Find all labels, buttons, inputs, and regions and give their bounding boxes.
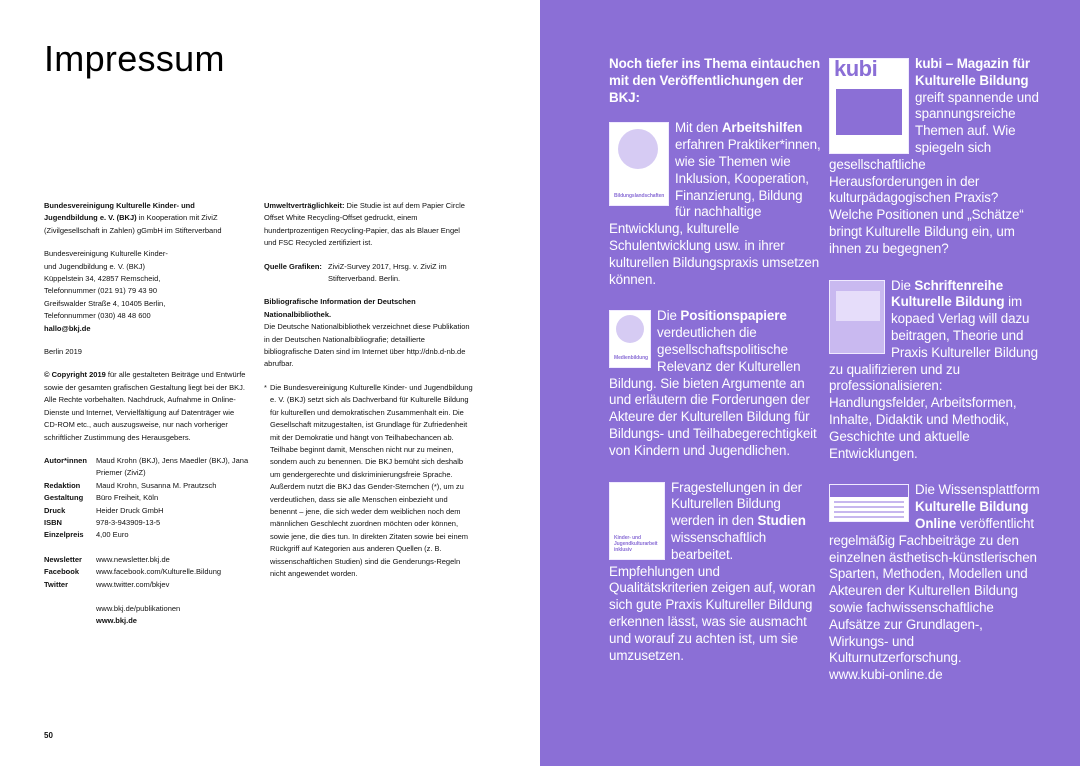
positionspapiere-block: Medienbildung Die Positionspapiere verdeutlichen die gesellschaftspolitische Relevanz der Kulturellen Bildung. Sie bieten Argumente an und erläutern die Forderungen der Akteure der Kulturellen Bildung für Bildungs- und Teilhabegerechtigkeit von Kindern und Jugendlichen. xyxy=(609,308,817,458)
imprint-column-2 xyxy=(264,200,474,580)
right-page xyxy=(540,0,1080,766)
newsletter-link[interactable]: www.newsletter.bkj.de xyxy=(96,554,170,564)
twitter-link[interactable]: www.twitter.com/bkjev xyxy=(96,579,170,589)
credit-row: Gestaltung Büro Freiheit, Köln xyxy=(44,493,159,503)
schriftenreihe-block: Die Schriftenreihe Kulturelle Bildung im kopaed Verlag will dazu beitragen, Theorie und Praxis Kultureller Bildung zu qualifizieren und zu professionalisieren: Handlungsfelder, Arbeitsformen, Inhalte, Didaktik und Methodik, Geschichte und aktuelle Entwicklungen. xyxy=(829,277,1038,461)
publications-column-1 xyxy=(609,56,821,684)
publisher-statement: Bundesvereinigung Kulturelle Kinder- und Jugendbildung e. V. (BKJ) in Kooperation mit ZiviZ (Zivilgesellschaft in Zahlen) gGmbH im Stifterverband xyxy=(44,201,222,235)
social-links xyxy=(44,554,249,591)
arbeitshilfen-cover-image: Bildungslandschaften xyxy=(609,122,669,206)
credits-list xyxy=(44,455,249,542)
credit-row: Autor*innen Maud Krohn (BKJ), Jens Maedler (BKJ), Jana Priemer (ZiviZ) xyxy=(44,455,249,478)
facebook-link[interactable]: www.facebook.com/Kulturelle.Bildung xyxy=(96,567,222,577)
environment-note: Umweltverträglichkeit: Die Studie ist auf dem Papier Circle Offset White Recycling-Offset gedruckt, einem hundertprozentigen Recycling-Papier, das als Blauer Engel und FSC Recycled zertifiziert ist. xyxy=(264,201,465,248)
schriftenreihe-cover-image xyxy=(829,280,885,354)
publications-link[interactable]: www.bkj.de/publikationen xyxy=(96,603,181,613)
kubi-logo: kubi xyxy=(834,58,878,81)
arbeitshilfen-block: Bildungslandschaften Mit den Arbeitshilfen erfahren Praktiker*innen, wie sie Themen wie Inklusion, Kooperation, Finanzierung, Bildung für nachhaltige Entwicklung, kulturelle Schulentwicklung usw. in ihrer kulturellen Bildungspraxis umsetzen können. xyxy=(609,120,821,287)
publications-intro: Noch tiefer ins Thema eintauchen mit den Veröffentlichungen der BKJ: xyxy=(609,56,821,105)
kubi-online-link[interactable]: www.kubi-online.de xyxy=(829,667,943,683)
place-date: Berlin 2019 xyxy=(44,347,82,357)
address-block: Bundesvereinigung Kulturelle Kinder- und Jugendbildung e. V. (BKJ) Küppelstein 34, 42857 Remscheid, Telefonnummer (021 91) 79 43 90 Greifswalder Straße 4, 10405 Berlin, Telefonnummer (030) 48 48 600 hallo@bkj.de xyxy=(44,249,168,333)
page-number: 50 xyxy=(44,731,53,740)
imprint-column-1 xyxy=(44,200,249,628)
social-row: Newsletter www.newsletter.bkj.de xyxy=(44,554,249,566)
email-link[interactable]: hallo@bkj.de xyxy=(44,323,91,333)
website-links xyxy=(96,603,249,628)
social-row: Facebook www.facebook.com/Kulturelle.Bildung xyxy=(44,566,249,578)
publications-column-2 xyxy=(829,56,1041,704)
studien-cover-image: Kinder- und Jugendkulturarbeit inklusiv xyxy=(609,482,665,560)
dnb-information: Bibliografische Information der Deutschen Nationalbibliothek. Die Deutsche Nationalbibliothek verzeichnet diese Publikation in der Deutschen Nationalbibliografie; detaillierte bibliografische Daten sind im Internet über http://dnb.d-nb.de abrufbar. xyxy=(264,297,470,369)
positionspapiere-cover-image: Medienbildung xyxy=(609,310,651,368)
credit-row: Redaktion Maud Krohn, Susanna M. Prautzsch xyxy=(44,480,217,490)
kubi-block: kubi kubi – Magazin für Kulturelle Bildung greift spannende und spannungsreiche Themen auf. Wie spiegeln sich gesellschaftliche Herausforderungen in der kulturpädagogischen Praxis? Welche Positionen und „Schätze“ bringt Kulturelle Bildung ein, um ihnen zu begegnen? xyxy=(829,56,1039,256)
social-row: Twitter www.twitter.com/bkjev xyxy=(44,579,249,591)
credit-row: Einzelpreis 4,00 Euro xyxy=(44,530,129,540)
page-title: Impressum xyxy=(44,38,225,79)
credit-row: Druck Heider Druck GmbH xyxy=(44,505,164,515)
kubi-online-block: Die Wissensplattform Kulturelle Bildung Online veröffentlicht regelmäßig Fachbeiträge zu den einzelnen ästhetisch-künstlerischen Sparten, Methoden, Modellen und Akteuren der Kulturellen Bildung sowie fachwissenschaftliche Aufsätze zur Grundlagen-, Wirkungs- und Kulturnutzerforschung. www.kubi-online.de xyxy=(829,482,1040,683)
credit-row: ISBN 978-3-943909-13-5 xyxy=(44,517,161,527)
gender-note: * Die Bundesvereinigung Kulturelle Kinder- und Jugendbildung e. V. (BKJ) setzt sich als Dachverband für Kulturelle Bildung für kulturellen und demokratischen Zusammenhalt ein. Die Gesellschaft mitzugestalten, ist Grundlage für Zufriedenheit mit der Demokratie und hängt von Teilhabechancen ab. Teilhabe beginnt damit, Menschen nicht nur zu meinen, sondern auch zu benennen. Die BKJ bemüht sich deshalb um gendergerechte und diskriminierungsfreie Sprache. Außerdem nutzt die BKJ das Gender-Sternchen (*), um zu verdeutlichen, dass sie alle Menschen einbezieht und benennt – jene, die sich weder dem weiblichen noch dem männlichen Geschlecht zuordnen möchten oder können, sowie jene, die dies tun. In direkten Zitaten sowie bei einem Rückgriff auf Kategorien aus anderen Quellen (z. B. wissenschaftlichen Studien) sind die Genderungs-Regeln nicht angewendet worden. xyxy=(264,382,473,578)
kubi-online-screenshot xyxy=(829,484,909,522)
studien-block: Kinder- und Jugendkulturarbeit inklusiv Fragestellungen in der Kulturellen Bildung werden in den Studien wissenschaftlich bearbeitet. Empfehlungen und Qualitätskriterien zeigen auf, woran sich gute Praxis Kultureller Bildung erkennen lässt, was sie ausmacht und worauf zu achten ist, um sie umzusetzen. xyxy=(609,479,816,663)
graphics-source: Quelle Grafiken: ZiviZ-Survey 2017, Hrsg. v. ZiviZ im Stifterverband. Berlin. xyxy=(264,261,447,284)
kubi-magazine-cover xyxy=(829,58,909,154)
website-link[interactable]: www.bkj.de xyxy=(96,616,137,626)
copyright-notice: © Copyright 2019 für alle gestalteten Beiträge und Entwürfe sowie der gesamten grafischen Gestaltung liegt bei der BKJ. Alle Rechte vorbehalten. Nachdruck, Aufnahme in Online-Dienste und Internet, Vervielfältigung auf Datenträger wie CD-ROM etc., auch auszugsweise, nur nach vorheriger schriftlicher Zustimmung des Herausgebers. xyxy=(44,370,246,442)
